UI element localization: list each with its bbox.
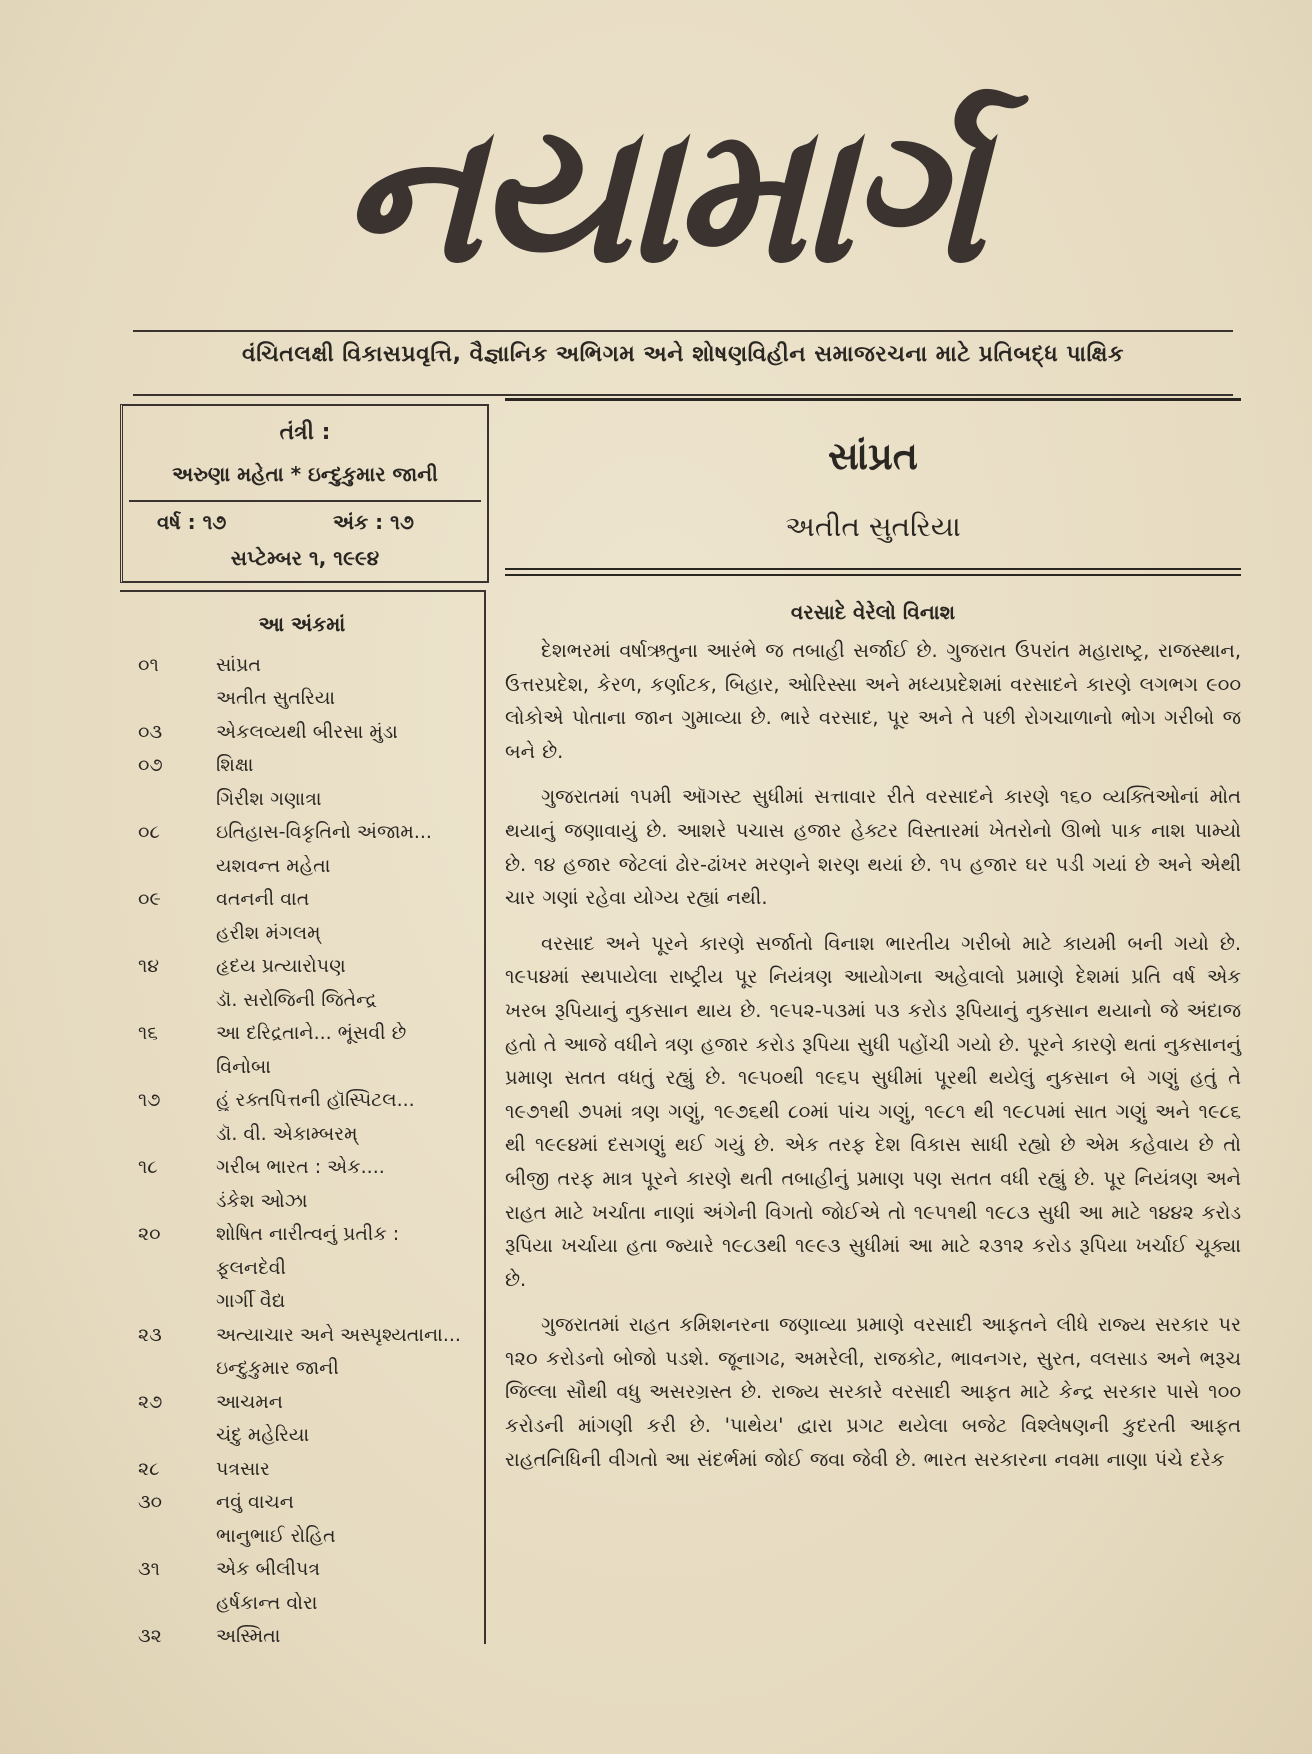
toc-entry-text: આ દરિદ્રતાને... ભૂંસવી છે [216, 1022, 407, 1045]
toc-row [138, 1285, 478, 1319]
toc-row [138, 749, 478, 783]
toc-entry-text: શિક્ષા [216, 754, 254, 777]
toc-entry-text: હર્ષકાન્ત વોરા [216, 1591, 318, 1614]
toc-row [138, 1151, 478, 1185]
toc-entry-text: એકલવ્યથી બીરસા મુંડા [216, 720, 398, 743]
toc-heading: આ અંકમાં [258, 612, 346, 636]
toc-entry-text: સાંપ્રત [216, 653, 261, 676]
toc-entry-text: હું રક્તપિત્તની હૉસ્પિટલ... [216, 1089, 415, 1112]
toc-row [138, 1586, 478, 1620]
article-author: અતીત સુતરિયા [785, 510, 961, 543]
toc-row [138, 715, 478, 749]
article-paragraph: ગુજરાતમાં ૧૫મી ઑગસ્ટ સુધીમાં સત્તાવાર રીતે વરસાદને કારણે ૧૬૦ વ્યક્તિઓનાં મોત થયાનું જણાવાયું છે. આશરે પચાસ હજાર હેક્ટર વિસ્તારમાં ખેતરોનો ઊભો પાક નાશ પામ્યો છે. ૧૪ હજાર જેટલાં ઢોર-ઢાંખર મરણને શરણ થયાં છે. ૧૫ હજાર ઘર પડી ગયાં છે અને એથી ચાર ગણાં રહેવા યોગ્ય રહ્યાં નથી. [505, 785, 1241, 910]
table-of-contents [120, 590, 486, 1648]
toc-row [138, 849, 478, 883]
issue-number: અંક : ૧૭ [333, 510, 414, 534]
toc-row [138, 883, 478, 917]
left-column [120, 404, 490, 1648]
toc-row [138, 1419, 478, 1453]
toc-entry-text: ગરીબ ભારત : એક.... [216, 1156, 385, 1179]
toc-row [138, 682, 478, 716]
toc-row [138, 1084, 478, 1118]
toc-page-number: ૧૮ [138, 1156, 158, 1179]
toc-entry-text: ડંકેશ ઓઝા [216, 1189, 308, 1212]
toc-row [138, 1318, 478, 1352]
toc-row [138, 1519, 478, 1553]
toc-page-number: ૨૮ [138, 1457, 160, 1480]
toc-entry-text: આચમન [216, 1390, 283, 1413]
toc-page-number: ૨૦ [138, 1223, 161, 1246]
toc-entry-text: પત્રસાર [216, 1457, 270, 1480]
toc-entry-text: અતીત સુતરિયા [216, 687, 336, 710]
editor-box [120, 404, 489, 583]
toc-entry-text: ભાનુભાઈ રોહિત [216, 1524, 336, 1547]
toc-entry-text: ડૉ. વી. એકામ્બરમ્ [216, 1122, 358, 1145]
toc-entry-text: વિનોબા [216, 1055, 271, 1078]
toc-entry-text: ઇન્દુકુમાર જાની [216, 1357, 339, 1380]
toc-row [138, 1620, 478, 1654]
section-title: સાંપ્રત [828, 434, 918, 478]
toc-row [138, 1486, 478, 1520]
toc-row [138, 1218, 478, 1252]
divider [505, 574, 1241, 576]
toc-page-number: ૦૯ [138, 888, 161, 911]
toc-page-number: ૩૨ [138, 1625, 162, 1648]
toc-entry-text: ગાર્ગી વૈદ્ય [216, 1290, 286, 1313]
toc-row [138, 950, 478, 984]
toc-entry-text: યશવન્ત મહેતા [216, 854, 331, 877]
article-heading: વરસાદે વેરેલો વિનાશ [790, 600, 956, 624]
toc-entry-text: હરીશ મંગલમ્ [216, 921, 321, 944]
masthead [260, 70, 1060, 320]
toc-row [138, 1117, 478, 1151]
toc-entry-text: એક બીલીપત્ર [216, 1558, 321, 1581]
toc-page-number: ૩૧ [138, 1558, 160, 1581]
toc-row [138, 782, 478, 816]
toc-entry-text: ડૉ. સરોજિની જિતેન્દ્ર [216, 988, 377, 1011]
toc-entry-text: વતનની વાત [216, 888, 310, 911]
article-paragraph: ગુજરાતમાં રાહત કમિશનરના જણાવ્યા પ્રમાણે વરસાદી આફતને લીધે રાજ્ય સરકાર પર ૧૨૦ કરોડનો બોજો પડશે. જૂનાગઢ, અમરેલી, રાજકોટ, ભાવનગર, સુરત, વલસાડ અને ભરૂચ જિલ્લા સૌથી વધુ અસરગ્રસ્ત છે. રાજ્ય સરકારે વરસાદી આફત માટે કેન્દ્ર સરકાર પાસે ૧૦૦ કરોડની માંગણી કરી છે. 'પાથેય' દ્વારા પ્રગટ થયેલા બજેટ વિશ્લેષણની કુદરતી આફત રાહતનિધિની વીગતો આ સંદર્ભમાં જોઈ જવા જેવી છે. ભારત સરકારના નવમા નાણા પંચે દરેક [505, 1313, 1241, 1471]
toc-row [138, 1452, 478, 1486]
toc-row [138, 816, 478, 850]
toc-entry-text: નવું વાચન [216, 1491, 294, 1514]
toc-page-number: ૨૩ [138, 1323, 162, 1346]
toc-row [138, 1385, 478, 1419]
toc-page-number: ૨૭ [138, 1390, 163, 1413]
toc-entry-text: હૃદય પ્રત્યારોપણ [216, 955, 346, 978]
issue-date: સપ્ટેમ્બર ૧, ૧૯૯૪ [230, 546, 380, 570]
toc-row [138, 1553, 478, 1587]
toc-list [138, 648, 478, 1653]
toc-page-number: ૦૭ [138, 754, 163, 777]
divider [129, 500, 481, 502]
masthead-title: નયામાર્ગ [340, 84, 980, 305]
toc-row [138, 983, 478, 1017]
toc-entry-text: શોષિત નારીત્વનું પ્રતીક : [216, 1223, 400, 1246]
article-body [505, 634, 1241, 1488]
toc-entry-text: ગિરીશ ગણાત્રા [216, 787, 322, 810]
toc-entry-text: ફૂલનદેવી [216, 1256, 286, 1279]
toc-row [138, 1050, 478, 1084]
article-paragraph: વરસાદ અને પૂરને કારણે સર્જાતો વિનાશ ભારતીય ગરીબો માટે કાયમી બની ગયો છે. ૧૯૫૪માં સ્થપાયેલા રાષ્ટ્રીય પૂર નિયંત્રણ આયોગના અહેવાલો પ્રમાણે દેશમાં પ્રતિ વર્ષ એક ખરબ રૂપિયાનું નુકસાન થાય છે. ૧૯૫૨-૫૩માં ૫૩ કરોડ રૂપિયાનું નુકસાન થયાનો જે અંદાજ હતો તે આજે વધીને ત્રણ હજાર કરોડ રૂપિયા સુધી પહોંચી ગયો છે. પૂરને કારણે થતાં નુકસાનનું પ્રમાણ સતત વધતું રહ્યું છે. ૧૯૫૦થી ૧૯૬૫ સુધીમાં પૂરથી થયેલું નુકસાન બે ગણું હતું તે ૧૯૭૧થી ૭૫માં ત્રણ ગણું, ૧૯૭૬થી ૮૦માં પાંચ ગણું, ૧૯૮૧ થી ૧૯૮૫માં સાત ગણું અને ૧૯૮૬ થી ૧૯૯૪માં દસગણું થઈ ગયું છે. એક તરફ દેશ વિકાસ સાધી રહ્યો છે એમ કહેવાય છે તો બીજી તરફ માત્ર પૂરને કારણે થતી તબાહીનું પ્રમાણ પણ સતત વધી રહ્યું છે. પૂર નિયંત્રણ અને રાહત માટે ખર્ચાતા નાણાં અંગેની વિગતો જોઈએ તો ૧૯૫૧થી ૧૯૮૩ સુધી આ માટે ૧૪૪૨ કરોડ રૂપિયા ખર્ચાયા હતા જ્યારે ૧૯૮૩થી ૧૯૯૩ સુધીમાં આ માટે ૨૩૧૨ કરોડ રૂપિયા ખર્ચાઈ ચૂક્યા છે. [505, 931, 1241, 1291]
toc-page-number: ૦૮ [138, 821, 160, 844]
editor-names: અરુણા મહેતા * ઇન્દુકુમાર જાની [172, 462, 438, 486]
toc-row [138, 1017, 478, 1051]
divider [505, 398, 1241, 401]
tagline: વંચિતલક્ષી વિકાસપ્રવૃત્તિ, વૈજ્ઞાનિક અભિગમ અને શોષણવિહીન સમાજરચના માટે પ્રતિબદ્ધ પાક્ષિક [242, 342, 1124, 367]
toc-row [138, 916, 478, 950]
article-paragraph: દેશભરમાં વર્ષાઋતુના આરંભે જ તબાહી સર્જાઈ છે. ગુજરાત ઉપરાંત મહારાષ્ટ્ર, રાજસ્થાન, ઉત્તરપ્રદેશ, કેરળ, કર્ણાટક, બિહાર, ઓરિસ્સા અને મધ્યપ્રદેશમાં વરસાદને કારણે લગભગ ૯૦૦ લોકોએ પોતાના જાન ગુમાવ્યા છે. ભારે વરસાદ, પૂર અને તે પછી રોગચાળાનો ભોગ ગરીબો જ બને છે. [505, 639, 1241, 763]
toc-row [138, 1184, 478, 1218]
toc-page-number: ૩૦ [138, 1491, 163, 1514]
toc-row [138, 648, 478, 682]
toc-entry-text: અસ્મિતા [216, 1625, 281, 1648]
issue-year: વર્ષ : ૧૭ [157, 510, 227, 534]
editor-label: તંત્રી : [279, 420, 331, 445]
toc-page-number: ૧૪ [138, 955, 160, 978]
toc-page-number: ૧૬ [138, 1022, 158, 1045]
toc-page-number: ૦૧ [138, 653, 159, 676]
toc-entry-text: અત્યાચાર અને અસ્પૃશ્યતાના... [216, 1323, 461, 1346]
tagline-box [133, 330, 1233, 396]
divider [505, 568, 1241, 570]
toc-page-number: ૧૭ [138, 1089, 161, 1112]
toc-row [138, 1251, 478, 1285]
toc-row [138, 1352, 478, 1386]
toc-entry-text: ઇતિહાસ-વિકૃતિનો અંજામ... [216, 821, 432, 844]
toc-entry-text: ચંદુ મહેરિયા [216, 1424, 310, 1447]
toc-page-number: ૦૩ [138, 720, 163, 743]
